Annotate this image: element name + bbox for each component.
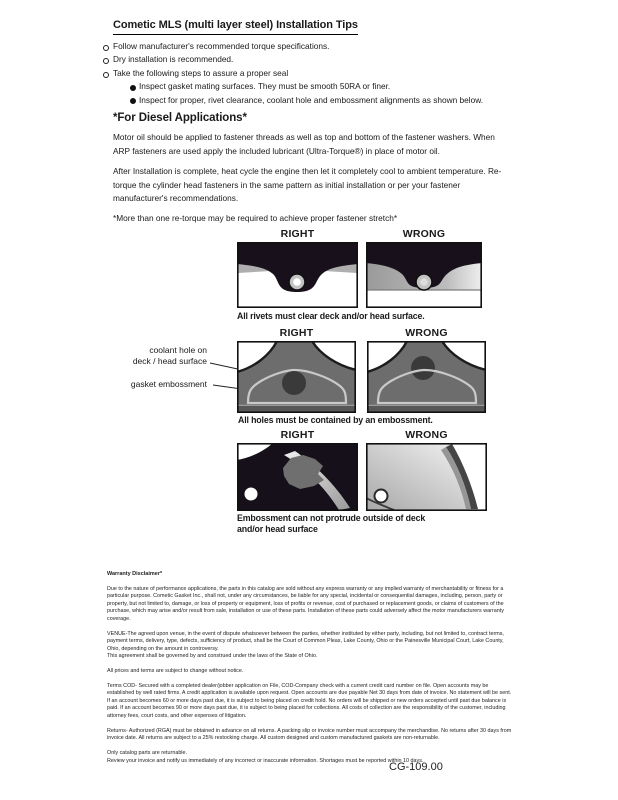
installation-tips-list [103,40,523,107]
circle-bullet-icon [103,72,109,78]
tip-text: Inspect gasket mating surfaces. They must be smooth 50RA or finer. [139,81,391,92]
list-item [103,40,523,53]
paragraph: After Installation is complete, heat cycle the engine then let it completely cool to ambient temperature. Re-torque the cylinder head fasteners in the same pattern as initial installation or per your fastener manufacturer's recommendations. [113,166,502,204]
page-title: Cometic MLS (multi layer steel) Installation Tips [113,19,358,35]
embossment-wrong-diagram [366,443,487,511]
disclaimer-paragraph: Terms COD- Secured with a completed dealer/jobber application on File, COD-Company check with a current credit card number on file. Open accounts may be established by well rated firms. A credit application is available upon request. Open accounts are due payable Net 30 days from date of invoice. No statement will be sent. If an account becomes 60 or more days past due, it is subject to being placed on credit hold. No orders will be shipped or new orders accepted until past due balance is paid. If an account becomes 90 or more days past due, it is subject to being placed for collections. All costs of collection are the responsibility of the customer, including attorney fees, court costs, and other expenses of litigation. [107,682,512,719]
list-item [103,67,523,80]
coolant-hole-label: coolant hole on deck / head surface [132,345,207,366]
tip-text: Take the following steps to assure a proper seal [113,67,289,78]
rivet-right-diagram [237,242,358,308]
rivet-caption: All rivets must clear deck and/or head surface. [237,311,425,321]
list-item [103,94,523,107]
embossment-caption: Embossment can not protrude outside of deck and/or head surface [237,513,426,534]
disclaimer-paragraph: Only catalog parts are returnable. [107,750,188,757]
dot-bullet-icon [130,85,136,91]
gasket-embossment-label: gasket embossment [130,379,207,389]
tip-text: Follow manufacturer's recommended torque specifications. [113,41,330,51]
diesel-applications-section [113,112,513,233]
warranty-disclaimer [107,571,513,773]
holes-wrong-diagram [367,341,486,413]
circle-bullet-icon [103,58,109,64]
disclaimer-paragraph: Returns- Authorized (RGA) must be obtained in advance on all returns. A packing slip or invoice number must accompany the merchandise. No returns after 30 days from invoice date. All returns are subject to a 25% restocking charge. All custom designed and custom manufactured gaskets are non-returnable. [107,727,512,742]
wrong-label: WRONG [402,228,446,240]
section-heading: *For Diesel Applications* [113,112,247,124]
disclaimer-heading: Warranty Disclaimer* [107,571,163,577]
paragraph: Motor oil should be applied to fastener threads as well as top and bottom of the fastener washers. When ARP fasteners are used apply the included lubricant (Ultra-Torque®) in place of motor oil. [113,132,495,156]
tip-text: Inspect for proper, rivet clearance, coolant hole and embossment alignments as shown below. [139,94,484,105]
tip-text: Dry installation is recommended. [113,54,234,65]
wrong-label: WRONG [405,327,448,339]
disclaimer-paragraph: This agreement shall be governed by and construed under the laws of the State of Ohio. [107,653,318,660]
disclaimer-paragraph: Review your invoice and notify us immediately of any incorrect or inaccurate information. Shortages must be reported within 10 days. [107,757,424,764]
right-label: RIGHT [280,228,315,240]
list-item [103,53,523,66]
list-item [103,80,523,93]
holes-caption: All holes must be contained by an embossment. [238,415,433,425]
circle-bullet-icon [103,45,109,51]
disclaimer-paragraph: VENUE-The agreed upon venue, in the event of dispute whatsoever between the parties, whether instituted by either party, including, but not limited to, contract terms, payment terms, delivery, type, defects, sufficiency of product, shall be the Court of Common Pleas, Lake County, Ohio or the Painesville Municipal Court, Lake County, Ohio, depending on the amount in controversy. [107,630,504,652]
disclaimer-paragraph: All prices and terms are subject to change without notice. [107,668,244,675]
disclaimer-paragraph: Due to the nature of performance applications, the parts in this catalog are sold without any express warranty or any implied warranty of merchantability or fitness for a particular purpose. Cometic Gasket Inc., shall not, under any circumstances, be liable for any special, incidental or consequential damages, including, person, party or property, but not limited to, damage, or loss of property or equipment, loss of profits or revenue, cost of purchased or replacement goods, or claims of customers of the purchase, which may arise and/or result from sale, installation or use of these parts. Installation of these parts could adversely affect the motor manufacturers warranty coverage. [107,585,504,622]
note-text: *More than one re-torque may be required to achieve proper fastener stretch* [113,213,398,224]
page-code: CG-109.00 [389,761,443,773]
embossment-right-diagram [237,443,358,511]
holes-right-diagram [237,341,356,413]
right-label: RIGHT [279,327,314,339]
rivet-wrong-diagram [366,242,482,308]
right-label: RIGHT [280,429,315,441]
dot-bullet-icon [130,98,136,104]
wrong-label: WRONG [405,429,448,441]
